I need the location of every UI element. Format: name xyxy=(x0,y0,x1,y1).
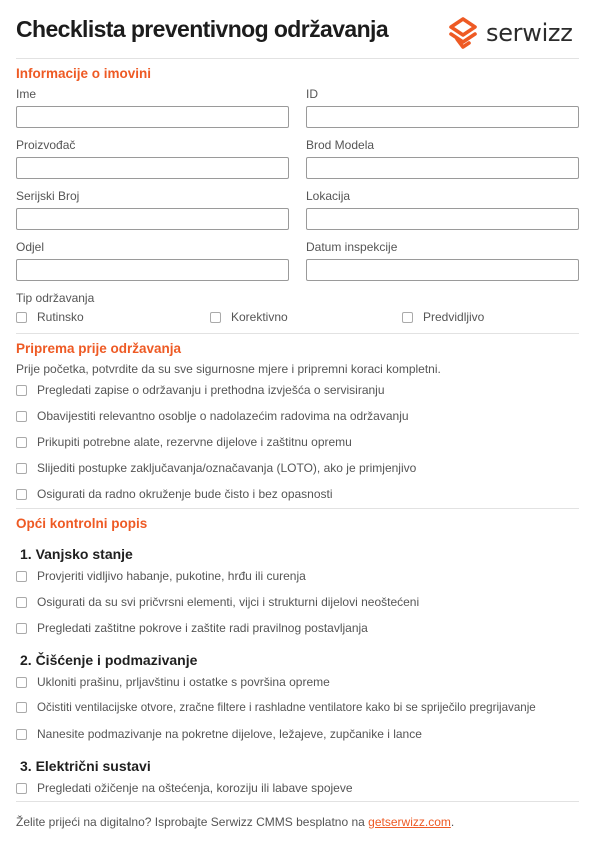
checkbox[interactable] xyxy=(16,783,27,794)
checkbox[interactable] xyxy=(16,597,27,608)
checklist-item-text: Očistiti ventilacijske otvore, zračne filtere i rashladne ventilatore kako bi se spriječilo pregrijavanje xyxy=(37,701,536,714)
checklist-item[interactable] xyxy=(16,727,422,741)
general-checklist-heading: Opći kontrolni popis xyxy=(16,516,148,531)
field-label-serial: Serijski Broj xyxy=(16,189,80,203)
asset-info-heading: Informacije o imovini xyxy=(16,66,152,81)
field-label-model: Brod Modela xyxy=(306,138,375,152)
checklist-item[interactable] xyxy=(16,569,306,583)
checklist-item-text: Nanesite podmazivanje na pokretne dijelove, ležajeve, zupčanike i lance xyxy=(37,727,422,741)
header-divider xyxy=(16,58,579,59)
checklist-item-text: Obavijestiti relevantno osoblje o nadolazećim radovima na održavanju xyxy=(37,409,409,423)
checklist-item-text: Pregledati zapise o održavanju i prethodna izvješća o servisiranju xyxy=(37,383,385,397)
checkbox[interactable] xyxy=(16,312,27,323)
checkbox[interactable] xyxy=(16,571,27,582)
manufacturer-input[interactable] xyxy=(16,157,289,179)
checklist-item-text: Provjeriti vidljivo habanje, pukotine, hrđu ili curenja xyxy=(37,569,306,583)
field-label-department: Odjel xyxy=(16,240,45,254)
section-divider xyxy=(16,508,579,509)
checkbox[interactable] xyxy=(16,489,27,500)
footer-divider xyxy=(16,801,579,802)
checkbox[interactable] xyxy=(402,312,413,323)
option-label: Predvidljivo xyxy=(423,310,485,324)
footer-suffix: . xyxy=(450,815,455,829)
inspection-date-input[interactable] xyxy=(306,259,579,281)
field-label-manufacturer: Proizvođač xyxy=(16,138,76,152)
option-label: Korektivno xyxy=(231,310,288,324)
option-routine[interactable] xyxy=(16,310,84,324)
checklist-item[interactable] xyxy=(16,595,419,609)
serwizz-logo xyxy=(446,16,573,50)
checklist-item[interactable] xyxy=(16,621,368,635)
checklist-item-text: Pregledati zaštitne pokrove i zaštite radi pravilnog postavljanja xyxy=(37,621,368,635)
checklist-item-text: Ukloniti prašinu, prljavštinu i ostatke s površina opreme xyxy=(37,675,330,689)
checklist-item[interactable] xyxy=(16,701,536,714)
checklist-item-text: Pregledati ožičenje na oštećenja, koroziju ili labave spojeve xyxy=(37,781,353,795)
checkbox[interactable] xyxy=(16,677,27,688)
checkbox[interactable] xyxy=(16,385,27,396)
checkbox[interactable] xyxy=(16,463,27,474)
checklist-item[interactable] xyxy=(16,383,385,397)
checklist-item-text: Slijediti postupke zaključavanja/označavanja (LOTO), ako je primjenjivo xyxy=(37,461,417,475)
checkbox[interactable] xyxy=(16,411,27,422)
option-label: Rutinsko xyxy=(37,310,84,324)
checklist-item[interactable] xyxy=(16,435,352,449)
checkbox[interactable] xyxy=(16,437,27,448)
serial-input[interactable] xyxy=(16,208,289,230)
checklist-item[interactable] xyxy=(16,487,333,501)
checkbox[interactable] xyxy=(210,312,221,323)
checklist-item-text: Osigurati da radno okruženje bude čisto i bez opasnosti xyxy=(37,487,333,501)
id-input[interactable] xyxy=(306,106,579,128)
preparation-intro: Prije početka, potvrdite da su sve sigurnosne mjere i pripremni koraci kompletni. xyxy=(16,362,441,376)
name-input[interactable] xyxy=(16,106,289,128)
preparation-heading: Priprema prije održavanja xyxy=(16,341,182,356)
checkbox[interactable] xyxy=(16,623,27,634)
group-title-cleaning: 2. Čišćenje i podmazivanje xyxy=(20,652,198,668)
checkbox[interactable] xyxy=(16,729,27,740)
checklist-item[interactable] xyxy=(16,409,409,423)
section-divider xyxy=(16,333,579,334)
field-label-id: ID xyxy=(306,87,318,101)
group-title-exterior: 1. Vanjsko stanje xyxy=(20,546,133,562)
checklist-item-text: Prikupiti potrebne alate, rezervne dijelove i zaštitnu opremu xyxy=(37,435,352,449)
option-corrective[interactable] xyxy=(210,310,288,324)
location-input[interactable] xyxy=(306,208,579,230)
checklist-item[interactable] xyxy=(16,781,353,795)
field-label-location: Lokacija xyxy=(306,189,351,203)
maintenance-type-label: Tip održavanja xyxy=(16,291,95,305)
checklist-item[interactable] xyxy=(16,461,416,475)
page-title: Checklista preventivnog održavanja xyxy=(16,16,389,42)
model-input[interactable] xyxy=(306,157,579,179)
serwizz-logo-icon xyxy=(446,16,480,50)
field-label-name: Ime xyxy=(16,87,37,101)
footer-link[interactable]: getserwizz.com xyxy=(368,815,451,829)
checkbox[interactable] xyxy=(16,702,27,713)
option-predictive[interactable] xyxy=(402,310,484,324)
department-input[interactable] xyxy=(16,259,289,281)
checklist-item-text: Osigurati da su svi pričvrsni elementi, vijci i strukturni dijelovi neoštećeni xyxy=(37,595,420,609)
field-label-inspection-date: Datum inspekcije xyxy=(306,240,398,254)
group-title-electrical: 3. Električni sustavi xyxy=(20,758,151,774)
footer-text: Želite prijeći na digitalno? Isprobajte Serwizz CMMS besplatno na xyxy=(16,815,369,829)
footer-note xyxy=(16,815,454,829)
logo-wordmark: serwizz xyxy=(486,19,573,47)
checklist-item[interactable] xyxy=(16,675,330,689)
